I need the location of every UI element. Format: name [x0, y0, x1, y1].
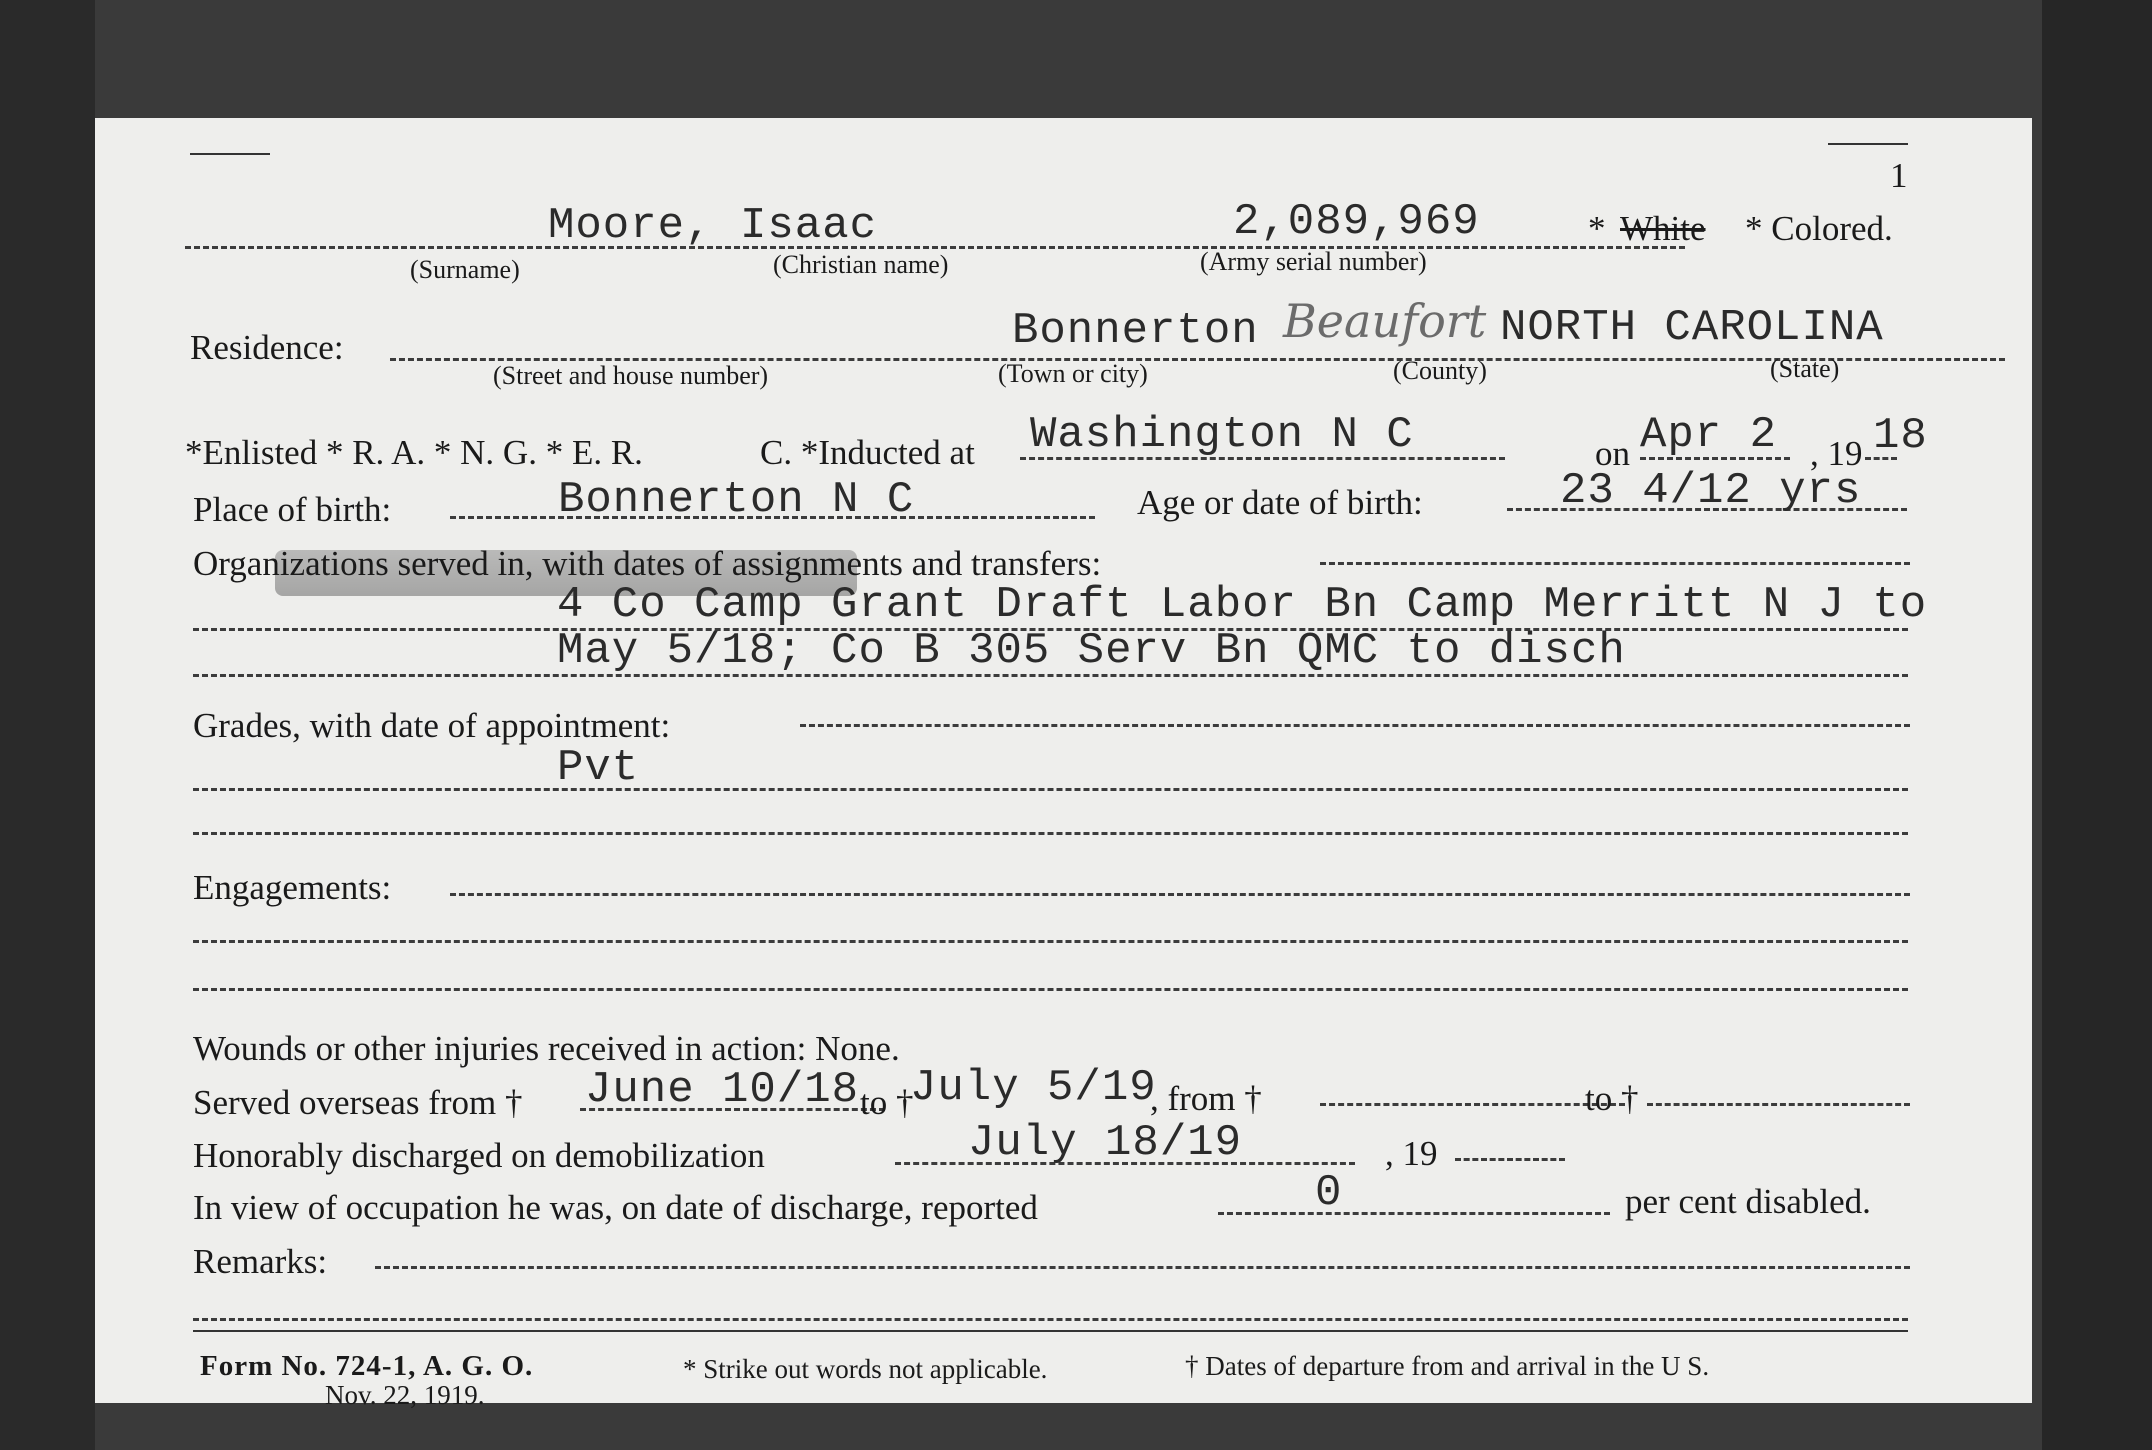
- remarks-line-1: [193, 1318, 1908, 1321]
- street-caption: (Street and house number): [493, 361, 769, 390]
- inducted-on-label: on: [1595, 434, 1630, 473]
- surname-value: Moore,: [548, 201, 713, 251]
- top-right-rule: [1828, 143, 1908, 145]
- age-label: Age or date of birth:: [1137, 483, 1423, 522]
- overseas-label: Served overseas from †: [193, 1083, 523, 1122]
- strike-note: * Strike out words not applicable.: [683, 1354, 1048, 1384]
- engagements-line-2: [193, 988, 1908, 991]
- race-white: White: [1620, 209, 1706, 248]
- overseas-from-value: June 10/18: [585, 1065, 860, 1115]
- residence-state-value: NORTH CAROLINA: [1500, 303, 1884, 353]
- residence-county-value: Beaufort: [1283, 294, 1487, 348]
- serial-number-value: 2,089,969: [1233, 197, 1480, 247]
- organizations-value-line-2: May 5/18; Co B 305 Serv Bn QMC to disch: [557, 626, 1626, 676]
- remarks-line-0: [375, 1266, 1910, 1269]
- discharge-year-label: , 19: [1385, 1134, 1438, 1173]
- disability-suffix: per cent disabled.: [1625, 1182, 1871, 1221]
- overseas-from2-line: [1320, 1103, 1625, 1106]
- inducted-label: C. *Inducted at: [760, 433, 975, 472]
- overseas-to2-label: to †: [1585, 1079, 1639, 1118]
- dagger-note: † Dates of departure from and arrival in the U S.: [1185, 1351, 1710, 1381]
- engagements-line-1: [193, 940, 1908, 943]
- county-caption: (County): [1393, 356, 1487, 385]
- grades-line-2: [193, 832, 1908, 835]
- grades-value: Pvt: [557, 743, 640, 793]
- wounds-label: Wounds or other injuries received in action: None.: [193, 1029, 900, 1068]
- card-number: 1: [1890, 156, 1908, 195]
- engagements-label: Engagements:: [193, 868, 392, 907]
- residence-label: Residence:: [190, 328, 344, 367]
- disability-line: [1218, 1212, 1610, 1215]
- top-left-rule: [190, 153, 270, 155]
- inducted-year-prefix: , 19: [1810, 434, 1863, 473]
- residence-town-value: Bonnerton: [1012, 306, 1259, 356]
- christian-name-value: Isaac: [740, 201, 878, 251]
- organizations-line-0: [1320, 562, 1910, 565]
- overseas-to2-line: [1647, 1103, 1910, 1106]
- grades-line-1: [193, 788, 1908, 791]
- race-star: *: [1588, 209, 1606, 248]
- discharge-year-line: [1455, 1158, 1565, 1161]
- enlisted-options: *Enlisted * R. A. * N. G. * E. R.: [185, 433, 643, 472]
- inducted-place-value: Washington N C: [1030, 410, 1414, 460]
- town-caption: (Town or city): [998, 359, 1148, 388]
- inducted-date-value: Apr 2: [1640, 410, 1778, 460]
- overseas-from2-label: , from †: [1150, 1079, 1262, 1118]
- discharge-label: Honorably discharged on demobilization: [193, 1136, 765, 1175]
- state-caption: (State): [1770, 354, 1840, 383]
- disability-label: In view of occupation he was, on date of discharge, reported: [193, 1188, 1038, 1227]
- surname-caption: (Surname): [410, 255, 520, 284]
- christian-name-caption: (Christian name): [773, 250, 949, 279]
- grades-label: Grades, with date of appointment:: [193, 706, 671, 745]
- overseas-to-label: to †: [860, 1083, 914, 1122]
- disability-value: 0: [1315, 1168, 1343, 1218]
- overseas-to-value: July 5/19: [910, 1063, 1157, 1113]
- serial-caption: (Army serial number): [1200, 247, 1427, 276]
- race-colored: * Colored.: [1745, 209, 1893, 248]
- scan-background-right: [2042, 0, 2152, 1450]
- place-of-birth-label: Place of birth:: [193, 490, 392, 529]
- organizations-value-line-1: 4 Co Camp Grant Draft Labor Bn Camp Merritt N J to: [557, 580, 1928, 630]
- service-record-card: [95, 118, 2032, 1410]
- engagements-line-0: [450, 893, 1910, 896]
- scan-background-left: [0, 0, 95, 1450]
- grades-line-0: [800, 724, 1910, 727]
- organizations-label: Organizations served in, with dates of assignments and transfers:: [193, 544, 1102, 583]
- form-number: Form No. 724-1, A. G. O.: [200, 1350, 534, 1382]
- discharge-value: July 18/19: [968, 1118, 1243, 1168]
- inducted-year-value: 18: [1873, 411, 1928, 461]
- form-date: Nov. 22, 1919.: [325, 1380, 485, 1410]
- place-of-birth-value: Bonnerton N C: [558, 475, 915, 525]
- footer-rule: [193, 1330, 1908, 1332]
- age-value: 23 4/12 yrs: [1560, 466, 1862, 516]
- remarks-label: Remarks:: [193, 1242, 328, 1281]
